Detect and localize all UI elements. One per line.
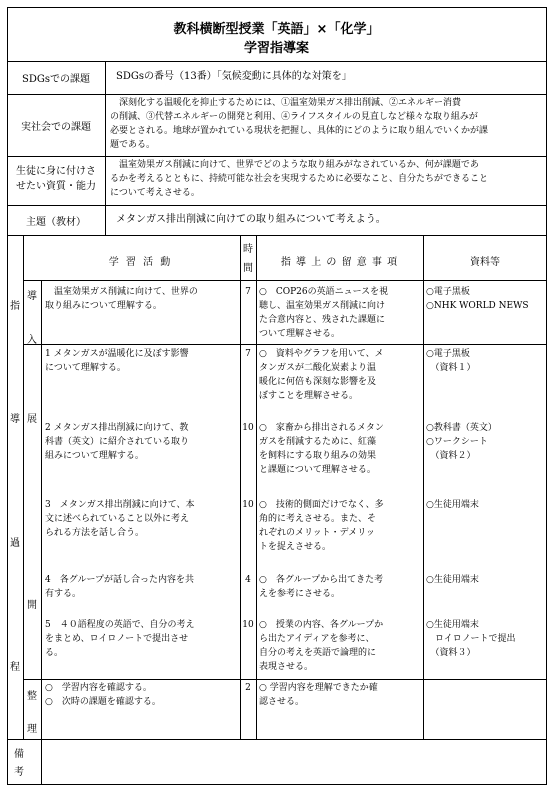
notes-materials-divider xyxy=(423,235,424,739)
notes-cell xyxy=(259,421,422,477)
notes-cell-line: 自分の考えを英語で論理的に xyxy=(259,648,377,658)
summary-label-char: 整 xyxy=(27,691,37,702)
materials-cell-line: ○生徒用端末 xyxy=(426,575,479,585)
activity-cell-line: をまとめ、ロイロノートで提出させ xyxy=(45,634,189,644)
divider xyxy=(7,205,547,206)
activity-cell-line: ○ 学習内容を確認する。 xyxy=(45,683,152,693)
activity-cell xyxy=(45,681,239,709)
remarks-label-char: 考 xyxy=(14,767,24,778)
society-line: 必要とされる。地球が置かれている現状を把握し、具体的にどのように取り組んでいくかが課 xyxy=(110,126,489,136)
time-cell: 7 xyxy=(245,287,251,297)
materials-cell-line: ○教科書（英文） xyxy=(426,423,497,433)
time-header xyxy=(240,240,256,278)
notes-cell-line: 表現させる。 xyxy=(259,662,314,672)
competency-line: 温室効果ガス削減に向けて、世界でどのような取り組みがなされているか、何が課題であ xyxy=(110,160,479,170)
activity-cell-line: 2 メタンガス排出削減に向けて、教 xyxy=(45,423,189,433)
materials-cell xyxy=(426,421,546,463)
activity-cell-line: について理解する。 xyxy=(45,363,126,373)
time-header-char: 間 xyxy=(243,263,253,274)
notes-cell xyxy=(259,498,422,554)
activity-cell-line: 1 メタンガスが温暖化に及ぼす影響 xyxy=(45,349,189,359)
materials-cell xyxy=(426,285,546,313)
materials-cell-line: ○NHK WORLD NEWS xyxy=(426,301,529,311)
activity-cell-line: 3 メタンガス排出削減に向けて、本 xyxy=(45,500,195,510)
notes-cell-line: トを捉えさせる。 xyxy=(259,542,332,552)
time-cell: 4 xyxy=(245,575,251,585)
divider xyxy=(7,94,547,95)
time-cell: 10 xyxy=(242,500,254,510)
competency-label-line: 生徒に身に付けさ xyxy=(16,166,96,177)
notes-cell-line: タンガスが二酸化炭素より温 xyxy=(259,363,377,373)
activity-cell xyxy=(45,347,239,375)
time-header-char: 時 xyxy=(243,244,253,255)
notes-cell-line: た合意内容と、残された課題に xyxy=(259,315,386,325)
row-divider xyxy=(23,679,547,680)
sdgs-value: SDGsの番号（13番）「気候変動に具体的な対策を」 xyxy=(116,71,352,82)
activity-cell xyxy=(45,498,239,540)
remarks-label-char: 備 xyxy=(14,749,24,760)
materials-cell-line: ○電子黒板 xyxy=(426,349,470,359)
activity-cell-line: る。 xyxy=(45,648,64,658)
activity-cell xyxy=(45,573,239,601)
process-outer-divider xyxy=(23,235,24,739)
develop-label-char: 開 xyxy=(27,600,37,611)
materials-cell-line: ○ワークシート xyxy=(426,437,488,447)
notes-cell-line: ガスを削減するために、紅藻 xyxy=(259,437,377,447)
materials-cell xyxy=(426,618,546,660)
theme-value: メタンガス排出削減に向けての取り組みについて考えよう。 xyxy=(116,214,386,225)
notes-cell-line: と課題について理解させる。 xyxy=(259,465,376,475)
notes-cell xyxy=(259,285,422,341)
activity-cell-line: 取り組みについて理解する。 xyxy=(45,301,162,311)
activity-cell xyxy=(45,618,239,660)
intro-label-char: 入 xyxy=(27,335,37,346)
notes-cell xyxy=(259,681,422,709)
competency-line: について考えさせる。 xyxy=(110,188,200,198)
divider xyxy=(7,61,547,62)
time-notes-divider xyxy=(256,235,257,739)
notes-cell-line: 暖化に何倍も深刻な影響を及 xyxy=(259,377,377,387)
activity-cell-line: 4 各グループが話し合った内容を共 xyxy=(45,575,195,585)
label-column-divider xyxy=(105,61,106,235)
activity-cell-line: 温室効果ガス削減に向けて、世界の xyxy=(45,287,198,297)
materials-cell-line: （資料１） xyxy=(426,363,476,373)
society-line: 深刻化する温暖化を抑止するためには、①温室効果ガス排出削減、②エネルギー消費 xyxy=(110,98,462,108)
process-label-char: 過 xyxy=(10,538,20,549)
notes-cell xyxy=(259,347,422,403)
process-label-char: 指 xyxy=(10,301,20,312)
theme-label: 主題（教材） xyxy=(26,217,86,228)
materials-cell-line: ○生徒用端末 xyxy=(426,500,479,510)
notes-cell-line: ○ 各グループから出てきた考 xyxy=(259,575,384,585)
competency-line: るかを考えるとともに、持続可能な社会を実現するために必要なこと、自分たちができること xyxy=(110,174,489,184)
notes-cell-line: ○ 授業の内容、各グループか xyxy=(259,620,384,630)
time-cell: 2 xyxy=(245,683,251,693)
materials-cell-line: （資料３） xyxy=(426,648,476,658)
notes-cell-line: 角的に考えさせる。また、そ xyxy=(259,514,377,524)
activity-cell-line: 組みについて理解する。 xyxy=(45,451,144,461)
process-inner-divider xyxy=(41,280,42,739)
notes-cell-line: ○ COP26の英語ニュースを視 xyxy=(259,287,389,297)
activity-cell-line: られる方法を話し合う。 xyxy=(45,528,145,538)
activity-cell xyxy=(45,421,239,463)
materials-cell xyxy=(426,498,546,512)
materials-cell xyxy=(426,573,546,587)
notes-cell-line: えを参考にさせる。 xyxy=(259,589,341,599)
row-divider xyxy=(7,739,547,740)
competency-value xyxy=(110,158,544,200)
develop-label-char: 展 xyxy=(27,414,37,425)
society-value xyxy=(110,96,544,152)
materials-cell xyxy=(426,347,546,375)
competency-label xyxy=(7,164,105,194)
materials-cell-line: ○電子黒板 xyxy=(426,287,470,297)
process-label-char: 導 xyxy=(10,414,20,425)
notes-cell xyxy=(259,573,422,601)
notes-cell xyxy=(259,618,422,674)
notes-cell-line: ○ 技術的側面だけでなく、多 xyxy=(259,500,384,510)
time-cell: 10 xyxy=(242,620,254,630)
document-subtitle: 学習指導案 xyxy=(243,41,309,56)
society-line: の削減、③代替エネルギーの開発と利用、④ライフスタイルの見直しなど様々な取り組みが xyxy=(110,112,478,122)
time-cell: 10 xyxy=(242,423,254,433)
process-label-char: 程 xyxy=(10,662,20,673)
society-label: 実社会での課題 xyxy=(21,122,91,133)
document-title: 教科横断型授業「英語」×「化学」 xyxy=(173,22,380,37)
activity-time-divider xyxy=(240,235,241,739)
materials-header: 資料等 xyxy=(470,257,500,268)
sdgs-label: SDGsでの課題 xyxy=(22,74,90,85)
time-cell: 7 xyxy=(245,349,251,359)
divider xyxy=(7,156,547,157)
competency-label-line: せたい資質・能力 xyxy=(16,181,96,192)
activity-cell-line: 文に述べられていること以外に考え xyxy=(45,514,190,524)
activity-cell xyxy=(45,285,239,313)
divider xyxy=(7,235,547,236)
notes-header: 指 導 上 の 留 意 事 項 xyxy=(280,257,399,268)
table-header-divider xyxy=(23,280,547,281)
activity-cell-line: ○ 次時の課題を確認する。 xyxy=(45,697,161,707)
notes-cell-line: れぞれのメリット・デメリッ xyxy=(259,528,375,538)
notes-cell-line: 認させる。 xyxy=(259,697,305,707)
notes-cell-line: ぼすことを理解させる。 xyxy=(259,391,359,401)
notes-cell-line: ○ 資料やグラフを用いて、メ xyxy=(259,349,384,359)
notes-cell-line: ら出たアイディアを参考に、 xyxy=(259,634,375,644)
notes-cell-line: ついて理解させる。 xyxy=(259,329,341,339)
materials-cell-line: ロイロノートで提出 xyxy=(426,634,516,644)
notes-cell-line: 聴し、温室効果ガス削減に向け xyxy=(259,301,386,311)
notes-cell-line: を飼料にする取り組みの効果 xyxy=(259,451,377,461)
materials-cell-line: （資料２） xyxy=(426,451,476,461)
society-line: 題である。 xyxy=(110,140,156,150)
activity-header: 学 習 活 動 xyxy=(108,257,173,268)
materials-cell-line: ○生徒用端末 xyxy=(426,620,479,630)
notes-cell-line: ○ 家畜から排出されるメタン xyxy=(259,423,384,433)
activity-cell-line: 科書（英文）に紹介されている取り xyxy=(45,437,190,447)
summary-label-char: 理 xyxy=(27,724,37,735)
notes-cell-line: ○ 学習内容を理解できたか確 xyxy=(259,683,378,693)
activity-cell-line: 有する。 xyxy=(45,589,82,599)
intro-label-char: 導 xyxy=(27,291,37,302)
activity-cell-line: 5 ４０語程度の英語で、自分の考え xyxy=(45,620,195,630)
row-divider xyxy=(23,344,547,345)
remarks-divider xyxy=(41,739,42,785)
